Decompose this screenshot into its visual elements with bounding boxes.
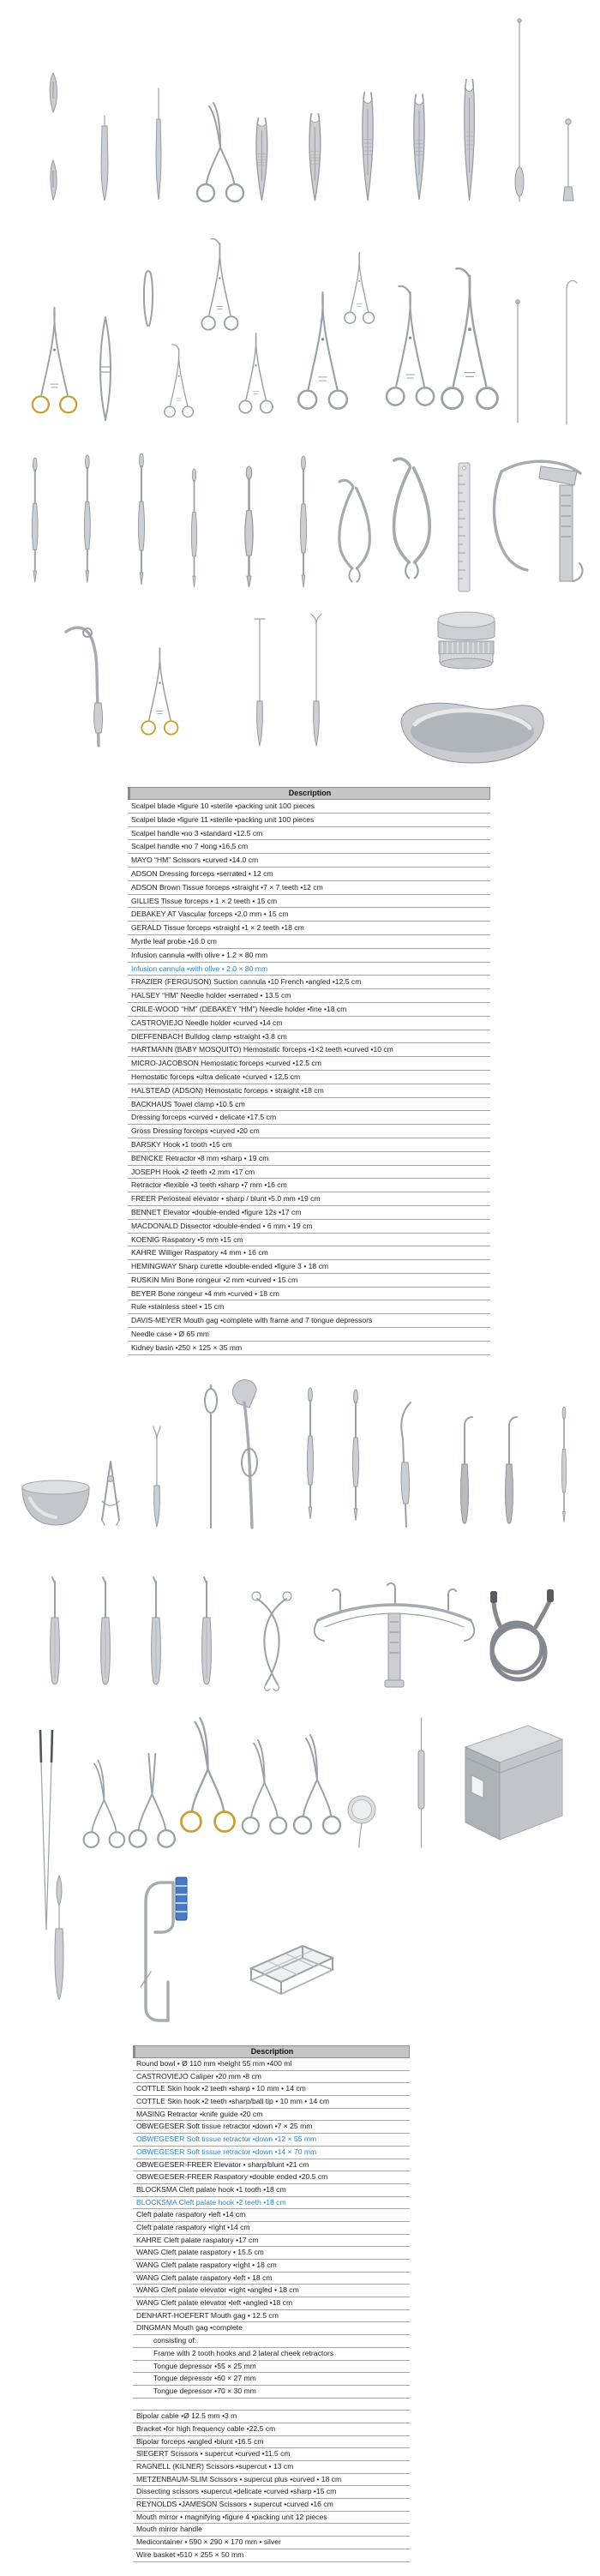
table-row: Frame with 2 tooth hooks and 2 lateral cheek retractors (133, 2348, 410, 2361)
table-row: HALSTEAD (ADSON) Hemostatic forceps • straight •18 cm (128, 1084, 490, 1098)
table-row: HARTMANN (BABY MOSQUITO) Hemostatic forceps •1×2 teeth •curved •10 cm (128, 1043, 490, 1057)
gross-dressing-forceps-icon (442, 268, 498, 408)
table2-body (133, 2058, 410, 2562)
wang-raspatory-2-icon (101, 1577, 111, 1684)
table-row: BENNET Elevator •double-ended •figure 12s •17 cm (128, 1206, 490, 1220)
backhaus-towel-clamp-icon (387, 286, 434, 405)
table-row: FRAZIER (FERGUSON) Suction cannula •10 French •angled •12.5 cm (128, 976, 490, 989)
frazier-suction-cannula-icon (66, 627, 103, 746)
table-row: Bracket •for high frequency cable •22.5 cm (133, 2423, 410, 2436)
table-row: DINGMAN Mouth gag •complete (133, 2322, 410, 2335)
table-row: Dissecting scissors •supercut •delicate •curved •sharp •15 cm (133, 2486, 410, 2499)
scalpel-blade-fig11-icon (51, 160, 57, 200)
table-row: WANG Cleft palate elevator •right •angled • 18 cm (133, 2285, 410, 2297)
joseph-hook-icon (567, 280, 577, 424)
bennet-elevator-icon (84, 455, 90, 582)
table-row: Cleft palate raspatory •left •14 cm (133, 2209, 410, 2222)
siegert-scissors-icon (84, 1761, 125, 1847)
wang-raspatory-1-icon (51, 1577, 60, 1684)
wang-raspatory-3-icon (152, 1577, 161, 1684)
table-row (133, 2399, 410, 2411)
denhart-mouth-gag-icon (252, 1592, 291, 1690)
table-row: FREER Periosteal elevator • sharp / blunt •5.0 mm •19 cm (128, 1192, 490, 1206)
table-row: Infusion cannula •with olive • 2.0 × 80 mm (128, 963, 490, 976)
masing-retractor-icon (205, 1385, 217, 1528)
table-row: Tongue depressor •70 × 30 mm (133, 2386, 410, 2399)
table-row: ADSON Dressing forceps •serrated • 12 cm (128, 868, 490, 881)
table-row: Scalpel handle •no 3 •standard •12.5 cm (128, 827, 490, 841)
dissecting-scissors-icon (243, 1740, 286, 1834)
table-row: Infusion cannula •with olive • 1.2 × 80 mm (128, 949, 490, 963)
adson-dressing-forceps-icon (256, 117, 267, 201)
table-row: HALSEY “HM” Needle holder •serrated • 13.5 cm (128, 989, 490, 1003)
wang-raspatory-4-icon (202, 1577, 212, 1684)
table-row: Bipolar forceps •angled •blunt •16.5 cm (133, 2436, 410, 2449)
myrtle-leaf-probe-icon (515, 19, 524, 201)
table-row: Mouth mirror • magnifying •figure 4 •packing unit 12 pieces (133, 2512, 410, 2525)
rule-icon (459, 463, 470, 591)
table-row: SIEGERT Scissors • supercut •curved •11.5 cm (133, 2448, 410, 2461)
table-row: DAVIS-MEYER Mouth gag •complete with frame and 7 tongue depressors (128, 1314, 490, 1328)
table-row: OBWEGESER Soft tissue retractor •down •12 × 55 mm (133, 2134, 410, 2147)
mayo-scissors-icon (197, 103, 243, 201)
table-row: DENHART-HOEFERT Mouth gag • 12.5 cm (133, 2310, 410, 2323)
flexible-retractor-icon (311, 614, 321, 746)
obwegeser-retractor-icon (232, 1380, 257, 1528)
gerald-tissue-forceps-icon (465, 79, 475, 201)
table-row: Myrtle leaf probe •16.0 cm (128, 935, 490, 949)
table-row: OBWEGESER Soft tissue retractor •down •14 × 70 mm (133, 2147, 410, 2159)
table-row: Bipolar cable •Ø 12.5 mm •3 m (133, 2411, 410, 2423)
description-table-1 (128, 787, 490, 1355)
table2-header: Description (133, 2045, 410, 2058)
metzenbaum-scissors-gold-icon (181, 1718, 234, 1831)
table-row: OBWEGESER Soft tissue retractor •down •7 × 25 mm (133, 2121, 410, 2134)
description-table-2 (133, 2045, 410, 2562)
table-row: BEYER Bone rongeur •4 mm •curved • 18 cm (128, 1288, 490, 1301)
table-row: KOENIG Raspatory •5 mm •15 cm (128, 1234, 490, 1247)
table-row: Scalpel handle •no 7 •long •16.5 cm (128, 840, 490, 854)
medicontainer-icon (465, 1726, 562, 1840)
table-row: MAYO “HM” Scissors •curved •14.0 cm (128, 854, 490, 868)
beyer-rongeur-icon (394, 459, 430, 578)
table-row: ADSON Brown Tissue forceps •straight •7 × 7 teeth •12 cm (128, 881, 490, 895)
debakey-vascular-forceps-icon (414, 94, 424, 201)
table-row: KAHRE Williger Raspatory •4 mm • 16 cm (128, 1246, 490, 1260)
castroviejo-caliper-icon (102, 1462, 119, 1525)
table-row: Needle case • Ø 65 mm (128, 1328, 490, 1342)
table1-body (128, 800, 490, 1355)
bipolar-cable-icon (490, 1589, 554, 1679)
table-row: OBWEGESER-FREER Elevator • sharp/blunt •21 cm (133, 2159, 410, 2172)
micro-needle-holder-gold-icon (141, 648, 177, 735)
reynolds-scissors-icon (294, 1735, 340, 1834)
table-row: Retractor •flexible •3 teeth •sharp •7 mm •16 cm (128, 1179, 490, 1192)
table-row: Tongue depressor •55 × 25 mm (133, 2361, 410, 2374)
table-row: consisting of: (133, 2335, 410, 2348)
scalpel-handle-no3-icon (101, 116, 108, 201)
ruskin-rongeur-icon (339, 480, 369, 581)
table-row: BACKHAUS Towel clamp •10.5 cm (128, 1098, 490, 1112)
wire-basket-icon (251, 1946, 333, 1994)
ragnell-scissors-icon (129, 1754, 175, 1847)
macdonald-dissector-icon (139, 453, 145, 585)
table-row: CRILE-WOOD “HM” (DEBAKEY “HM”) Needle holder •fine •18 cm (128, 1003, 490, 1017)
adson-brown-tissue-forceps-icon (309, 113, 321, 201)
barsky-hook-icon (516, 300, 520, 423)
crile-wood-needle-holder-icon (298, 292, 347, 408)
table-row: CASTROVIEJO Caliper •20 mm •8 cm (133, 2071, 410, 2084)
table-row: Dressing forceps •curved • delicate •17.5 cm (128, 1111, 490, 1125)
table-row: CASTROVIEJO Needle holder •curved •14 cm (128, 1017, 490, 1030)
bracket-icon (141, 1877, 187, 2021)
infusion-cannula-icon (563, 119, 573, 201)
table1-header: Description (128, 787, 490, 800)
table-row: DEBAKEY AT Vascular forceps •2.0 mm • 15 cm (128, 908, 490, 922)
kidney-basin-icon (401, 703, 543, 763)
table-row: Hemostatic forceps •ultra delicate •curved • 12.5 cm (128, 1071, 490, 1084)
instrument-gallery-bottom (22, 1380, 567, 2021)
table-row: Wire basket •510 × 255 × 50 mm (133, 2549, 410, 2562)
table-row: Cleft palate raspatory •right •14 cm (133, 2222, 410, 2235)
table-row: JOSEPH Hook •2 teeth •2 mm •17 cm (128, 1166, 490, 1180)
table-row: Medicontainer • 590 × 290 × 170 mm • silver (133, 2537, 410, 2549)
obwegeser-freer-raspatory-icon (353, 1390, 359, 1521)
kahre-raspatory-icon (301, 456, 307, 587)
obwegeser-freer-elevator-icon (308, 1388, 314, 1519)
freer-elevator-icon (32, 458, 38, 582)
bipolar-forceps-icon (40, 1730, 52, 1930)
needle-case-icon (438, 612, 495, 669)
table-row: Scalpel blade •figure 10 •sterile •packing unit 100 pieces (128, 800, 490, 814)
table-row: BENICKE Retractor •8 mm •sharp • 19 cm (128, 1152, 490, 1166)
table-row: Scalpel blade •figure 11 •sterile •packing unit 100 pieces (128, 814, 490, 827)
table-row: WANG Cleft palate elevator •left •angled •18 cm (133, 2297, 410, 2310)
instrument-gallery-top (32, 19, 582, 763)
koenig-raspatory-icon (191, 469, 196, 587)
table-row: MICRO-JACOBSON Hemostatic forceps •curved •12.5 cm (128, 1057, 490, 1071)
table-row: MACDONALD Dissector •double-ended • 6 mm • 19 cm (128, 1220, 490, 1234)
blocksma-hook-1-icon (461, 1417, 472, 1523)
table-row: Mouth mirror handle (133, 2524, 410, 2537)
table-row: Round bowl • Ø 110 mm •height 55 mm •400 ml (133, 2058, 410, 2071)
table-row: GILLIES Tissue forceps • 1 × 2 teeth • 15 cm (128, 895, 490, 909)
table-row: RAGNELL (KILNER) Scissors •supercut • 13 cm (133, 2461, 410, 2474)
blocksma-hook-2-icon (506, 1417, 517, 1523)
round-bowl-icon (22, 1480, 89, 1525)
table-row: WANG Cleft palate raspatory • 15.5 cm (133, 2247, 410, 2260)
table-row: HEMINGWAY Sharp curette •double-ended •figure 3 • 18 cm (128, 1260, 490, 1274)
curved-elevator-icon (401, 1402, 411, 1527)
table-row: BLOCKSMA Cleft palate hook •2 teeth •18 cm (133, 2197, 410, 2210)
raspatory-small-icon (55, 1876, 63, 1999)
table-row: Rule •stainless steel • 15 cm (128, 1300, 490, 1314)
table-row: MASING Retractor •knife guide •20 cm (133, 2109, 410, 2122)
scalpel-blade-fig10-icon (50, 73, 57, 112)
dieffenbach-bulldog-clamp-icon (144, 271, 153, 326)
table-row: RUSKIN Mini Bone rongeur •2 mm •curved • 15 cm (128, 1274, 490, 1288)
hemingway-curette-icon (245, 466, 253, 587)
cleft-palate-raspatory-icon (561, 1407, 567, 1522)
table-row: WANG Cleft palate raspatory •right • 18 cm (133, 2260, 410, 2273)
hartmann-mosquito-forceps-icon (201, 239, 237, 330)
table-row: METZENBAUM-SLIM Scissors • supercut plus •curved • 18 cm (133, 2474, 410, 2487)
table-row: Gross Dressing forceps •curved •20 cm (128, 1125, 490, 1138)
table-row: BLOCKSMA Cleft palate hook •1 tooth •18 cm (133, 2184, 410, 2197)
table-row: WANG Cleft palate raspatory •left • 18 cm (133, 2273, 410, 2285)
benicke-retractor-icon (255, 619, 265, 746)
cottle-skin-hook-icon (153, 1426, 160, 1527)
castroviejo-needle-holder-icon (100, 317, 111, 420)
scalpel-handle-no7-icon (156, 88, 161, 200)
table-row: Tongue depressor •60 × 27 mm (133, 2373, 410, 2386)
mouth-mirror-icon (348, 1796, 375, 1847)
micro-jacobson-forceps-icon (165, 345, 193, 417)
halsey-needle-holder-gold-icon (33, 308, 76, 413)
halstead-hemostatic-forceps-icon (345, 253, 375, 324)
table-row: DIEFFENBACH Bulldog clamp •straight •3.8 cm (128, 1030, 490, 1044)
dingman-mouth-gag-icon (315, 1583, 474, 1687)
table-row: Kidney basin •250 × 125 × 35 mm (128, 1342, 490, 1355)
table-row: COTTLE Skin hook •2 teeth •sharp/ball tip • 10 mm • 14 cm (133, 2096, 410, 2109)
mouth-mirror-handle-icon (418, 1718, 424, 1847)
table-row: COTTLE Skin hook •2 teeth •sharp • 10 mm • 14 cm (133, 2083, 410, 2096)
table-row: BARSKY Hook •1 tooth •15 cm (128, 1138, 490, 1152)
table-row: OBWEGESER-FREER Raspatory •double ended •20.5 cm (133, 2171, 410, 2184)
table-row: KAHRE Cleft palate raspatory •17 cm (133, 2235, 410, 2248)
gillies-tissue-forceps-icon (363, 92, 373, 200)
table-row: REYNOLDS •JAMESON Scissors • supercut •curved •16 cm (133, 2499, 410, 2512)
delicate-hemostatic-forceps-icon (239, 333, 273, 413)
davis-meyer-mouth-gag-icon (494, 461, 582, 581)
table-row: GERALD Tissue forceps •straight •1 × 2 teeth •18 cm (128, 922, 490, 935)
